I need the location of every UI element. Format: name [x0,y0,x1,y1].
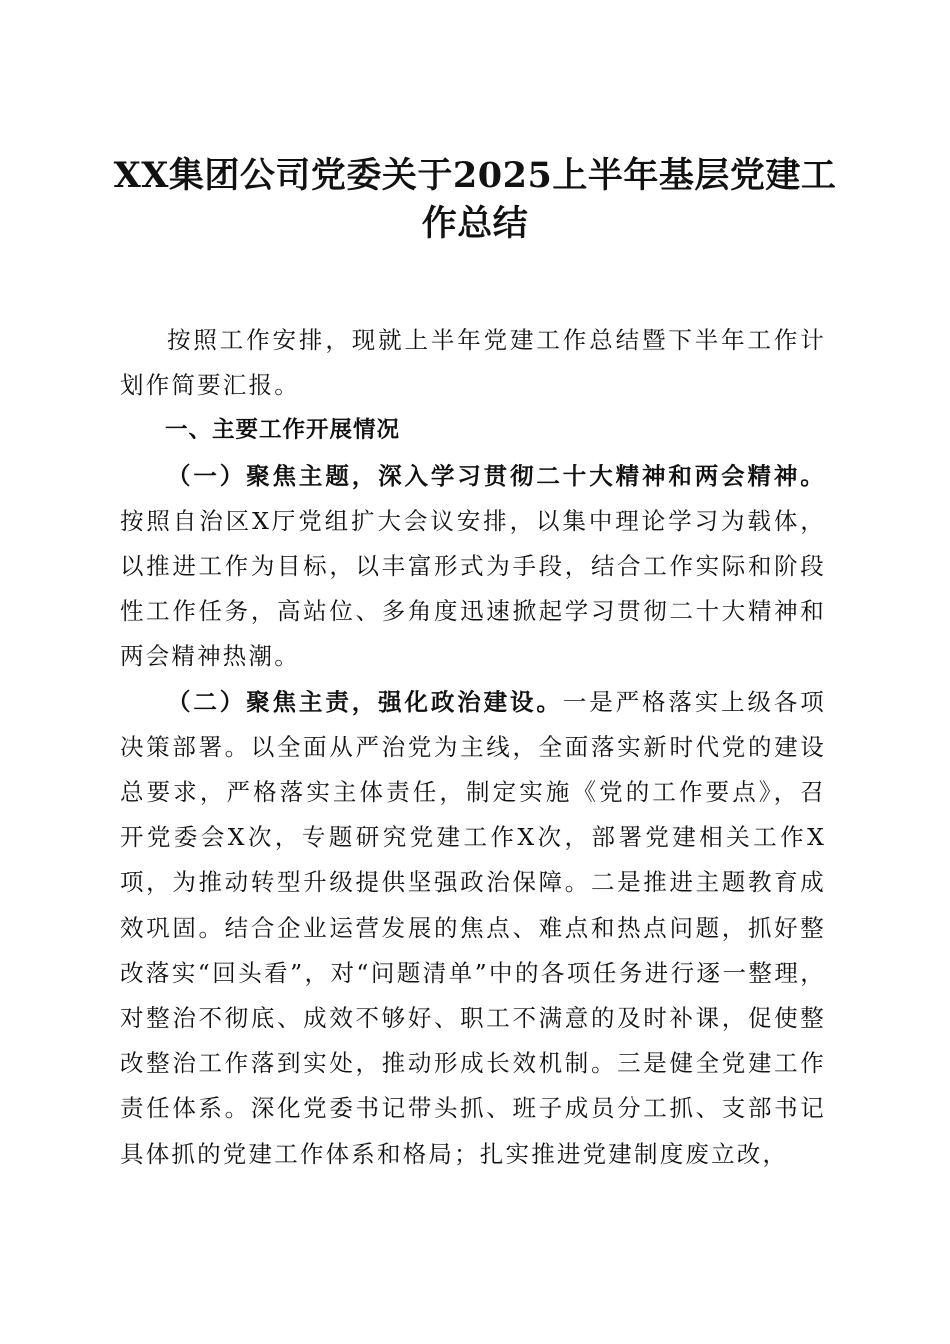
document-title: XX集团公司党委关于2025上半年基层党建工作总结 [113,155,837,244]
paragraph-2-body: 一是严格落实上级各项决策部署。以全面从严治党为主线，全面落实新时代党的建设总要求，严格落实主体责任，制定实施《党的工作要点》，召开党委会X次，专题研究党建工作X次，部署党建相关工作X项，为推动转型升级提供坚强政治保障。二是推进主题教育成效巩固。结合企业运营发展的焦点、难点和热点问题，抓好整改落实“回头看”，对“问题清单”中的各项任务进行逐一整理，对整治不彻底、成效不够好、职工不满意的及时补课，促使整改整治工作落到实处，推动形成长效机制。三是健全党建工作责任体系。深化党委书记带头抓、班子成员分工抓、支部书记具体抓的党建工作体系和格局；扎实推进党建制度废立改， [120,687,826,1168]
paragraph-2 [120,680,826,1177]
paragraph-2-lead: （二）聚焦主责，强化政治建设。 [167,687,563,716]
intro-paragraph: 按照工作安排，现就上半年党建工作总结暨下半年工作计划作简要汇报。 [120,326,826,400]
paragraph-1 [120,454,826,680]
paragraph-1-lead: （一）聚焦主题，深入学习贯彻二十大精神和两会精神。 [167,461,826,490]
document-body [120,318,826,1177]
paragraph-1-body: 按照自治区X厅党组扩大会议安排，以集中理论学习为载体，以推进工作为目标，以丰富形式为手段，结合工作实际和阶段性工作任务，高站位、多角度迅速掀起学习贯彻二十大精神和两会精神热潮。 [120,506,826,671]
section-heading: 一、主要工作开展情况 [165,417,401,444]
